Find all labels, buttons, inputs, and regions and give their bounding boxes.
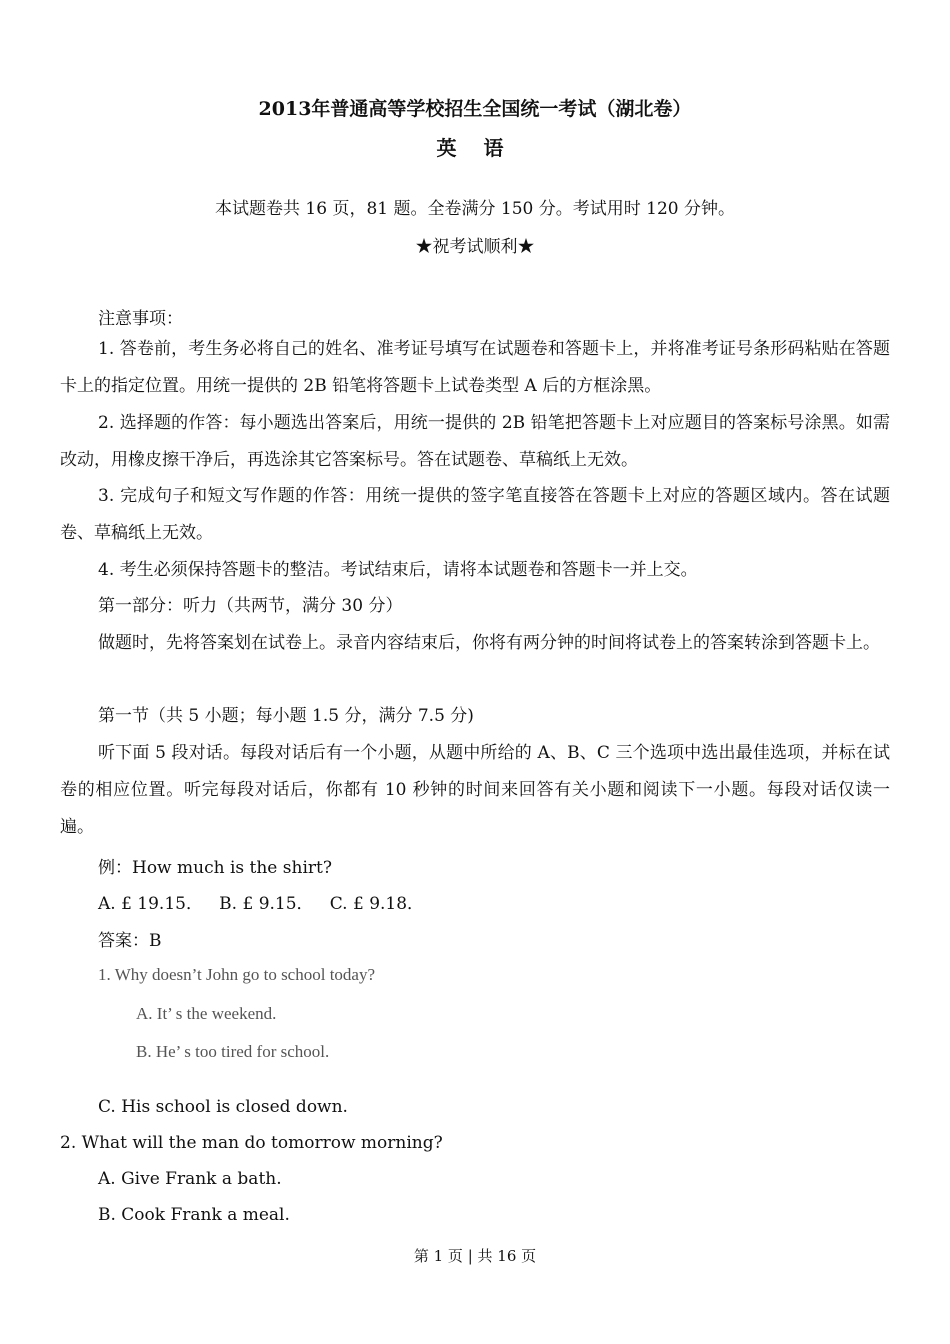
q1-option-b: B. He’ s too tired for school.	[136, 1042, 330, 1061]
subject-title: 英 语	[436, 136, 514, 160]
example-question: 例：How much is the shirt?	[98, 858, 332, 878]
good-luck-line: ★祝考试顺利★	[415, 237, 535, 257]
notice-item-3: 3. 完成句子和短文写作题的作答：用统一提供的签字笔直接答在答题卡上对应的答题区域内。答在试题卷、草稿纸上无效。	[60, 486, 890, 543]
q1-option-a: A. It’ s the weekend.	[136, 1004, 277, 1023]
notice-item-1: 1. 答卷前，考生务必将自己的姓名、准考证号填写在试题卷和答题卡上，并将准考证号条形码粘贴在答题卡上的指定位置。用统一提供的 2B 铅笔将答题卡上试卷类型 A 后的方框涂黑。	[60, 339, 890, 396]
exam-info: 本试题卷共 16 页，81 题。全卷满分 150 分。考试用时 120 分钟。	[215, 199, 735, 219]
part1-instruction: 做题时，先将答案划在试卷上。录音内容结束后，你将有两分钟的时间将试卷上的答案转涂到答题卡上。	[98, 633, 880, 653]
notice-item-2: 2. 选择题的作答：每小题选出答案后，用统一提供的 2B 铅笔把答题卡上对应题目的答案标号涂黑。如需改动，用橡皮擦干净后，再选涂其它答案标号。答在试题卷、草稿纸上无效。	[60, 413, 890, 470]
q2-question: 2. What will the man do tomorrow morning?	[60, 1133, 443, 1153]
q1-question: 1. Why doesn’t John go to school today?	[98, 965, 376, 984]
section1-instruction: 听下面 5 段对话。每段对话后有一个小题，从题中所给的 A、B、C 三个选项中选出最佳选项，并标在试卷的相应位置。听完每段对话后，你都有 10 秒钟的时间来回答有关小题和阅读下一小题。每段对话仅读一遍。	[60, 743, 890, 837]
part1-heading: 第一部分：听力（共两节，满分 30 分）	[98, 596, 403, 616]
q2-option-a: A. Give Frank a bath.	[98, 1169, 282, 1189]
q1-option-c: C. His school is closed down.	[98, 1097, 348, 1117]
section1-heading: 第一节（共 5 小题；每小题 1.5 分，满分 7.5 分)	[98, 706, 474, 726]
page-footer: 第 1 页 | 共 16 页	[413, 1247, 537, 1265]
exam-title: 2013年普通高等学校招生全国统一考试（湖北卷）	[258, 98, 692, 120]
example-answer: 答案：B	[98, 931, 162, 951]
notice-item-4: 4. 考生必须保持答题卡的整洁。考试结束后，请将本试题卷和答题卡一并上交。	[98, 560, 698, 580]
q2-option-b: B. Cook Frank a meal.	[98, 1205, 290, 1225]
example-options: A. £ 19.15． B. £ 9.15． C. £ 9.18．	[98, 894, 425, 914]
notice-heading: 注意事项：	[98, 309, 183, 329]
